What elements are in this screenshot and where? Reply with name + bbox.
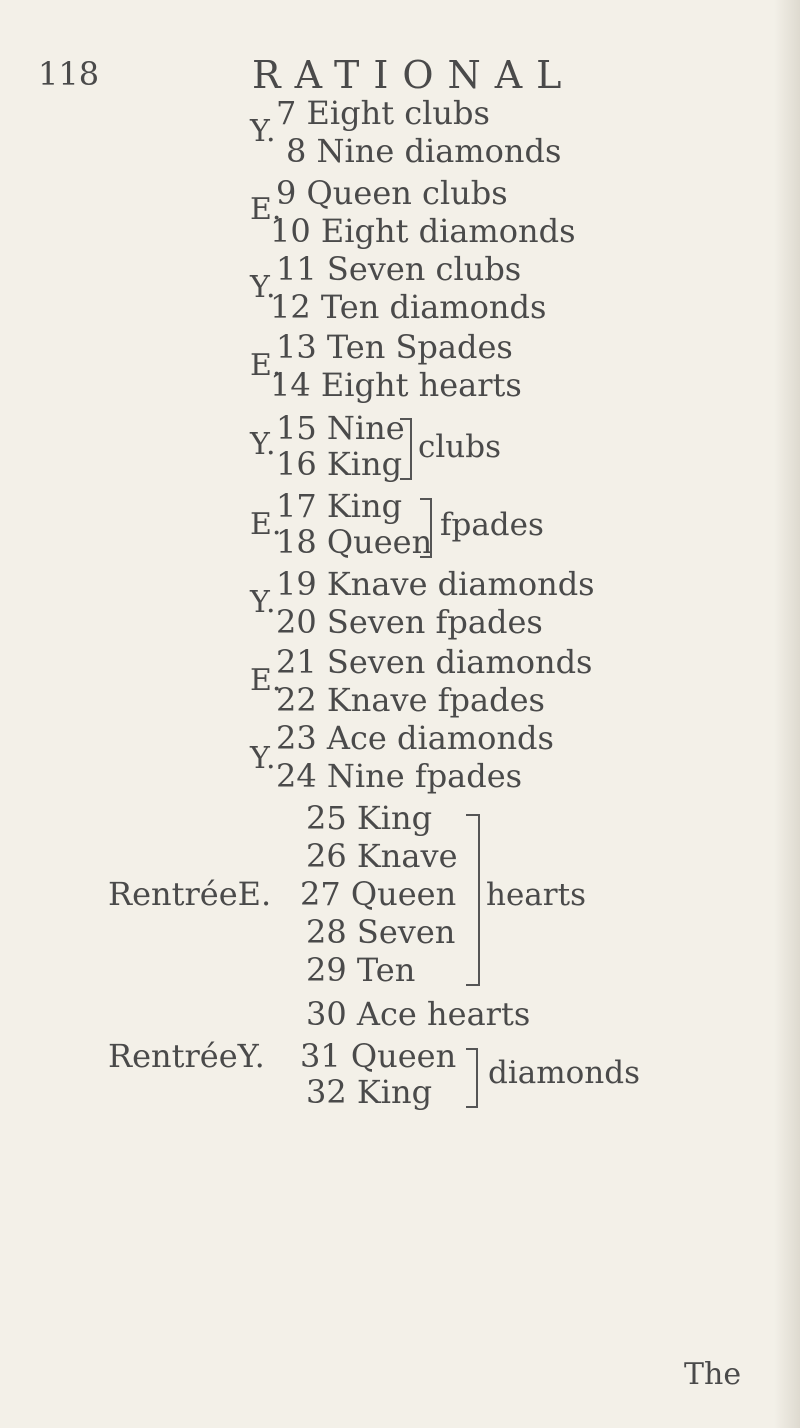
brace [400, 418, 412, 480]
running-title: RATIONAL [252, 53, 576, 97]
rentree-y-line: 32 King [306, 1073, 433, 1111]
entry-line: 9 Queen clubs [276, 174, 508, 212]
entry-line: 12 Ten diamonds [270, 288, 547, 326]
brace [466, 1048, 478, 1108]
entry-line: 21 Seven diamonds [276, 643, 593, 681]
entry-line: 14 Eight hearts [270, 366, 522, 404]
entry-letter: Y. [250, 427, 276, 462]
entry-line: 18 Queen [276, 523, 433, 561]
page-edge-shadow [774, 0, 800, 1428]
suit-label: hearts [486, 877, 586, 913]
entry-line: 10 Eight diamonds [270, 212, 576, 250]
suit-label: clubs [418, 429, 501, 465]
page-number: 118 [38, 55, 100, 93]
rentree-e-line: 26 Knave [306, 837, 458, 875]
entry-letter: E. [250, 507, 282, 542]
rentree-e-line: 29 Ten [306, 951, 416, 989]
entry-line: 16 King [276, 445, 403, 483]
entry-line: 22 Knave fpades [276, 681, 545, 719]
rentree-e-line: 27 Queen [300, 875, 457, 913]
catchword: The [684, 1357, 742, 1392]
brace [466, 814, 480, 986]
suit-label: fpades [440, 507, 544, 543]
entry-letter: E. [250, 663, 282, 698]
entry-letter: Y. [250, 741, 276, 776]
brace [420, 498, 432, 558]
rentree-e-after-line: 30 Ace hearts [306, 995, 531, 1033]
entry-line: 20 Seven fpades [276, 603, 543, 641]
rentree-e-prefix: RentréeE. [108, 875, 272, 913]
entry-letter: Y. [250, 114, 276, 149]
entry-line: 19 Knave diamonds [276, 565, 595, 603]
entry-line: 17 King [276, 487, 403, 525]
entry-line: 7 Eight clubs [276, 94, 490, 132]
entry-letter: Y. [250, 270, 276, 305]
rentree-e-line: 28 Seven [306, 913, 456, 951]
entry-letter: E. [250, 192, 282, 227]
rentree-y-prefix: RentréeY. [108, 1037, 265, 1075]
entry-line: 23 Ace diamonds [276, 719, 554, 757]
entry-line: 8 Nine diamonds [286, 132, 562, 170]
entry-letter: E. [250, 348, 282, 383]
entry-line: 13 Ten Spades [276, 328, 513, 366]
entry-line: 24 Nine fpades [276, 757, 523, 795]
suit-label: diamonds [488, 1055, 641, 1091]
rentree-y-line: 31 Queen [300, 1037, 457, 1075]
entry-letter: Y. [250, 585, 276, 620]
entry-line: 11 Seven clubs [276, 250, 522, 288]
rentree-e-line: 25 King [306, 799, 433, 837]
entry-line: 15 Nine [276, 409, 405, 447]
